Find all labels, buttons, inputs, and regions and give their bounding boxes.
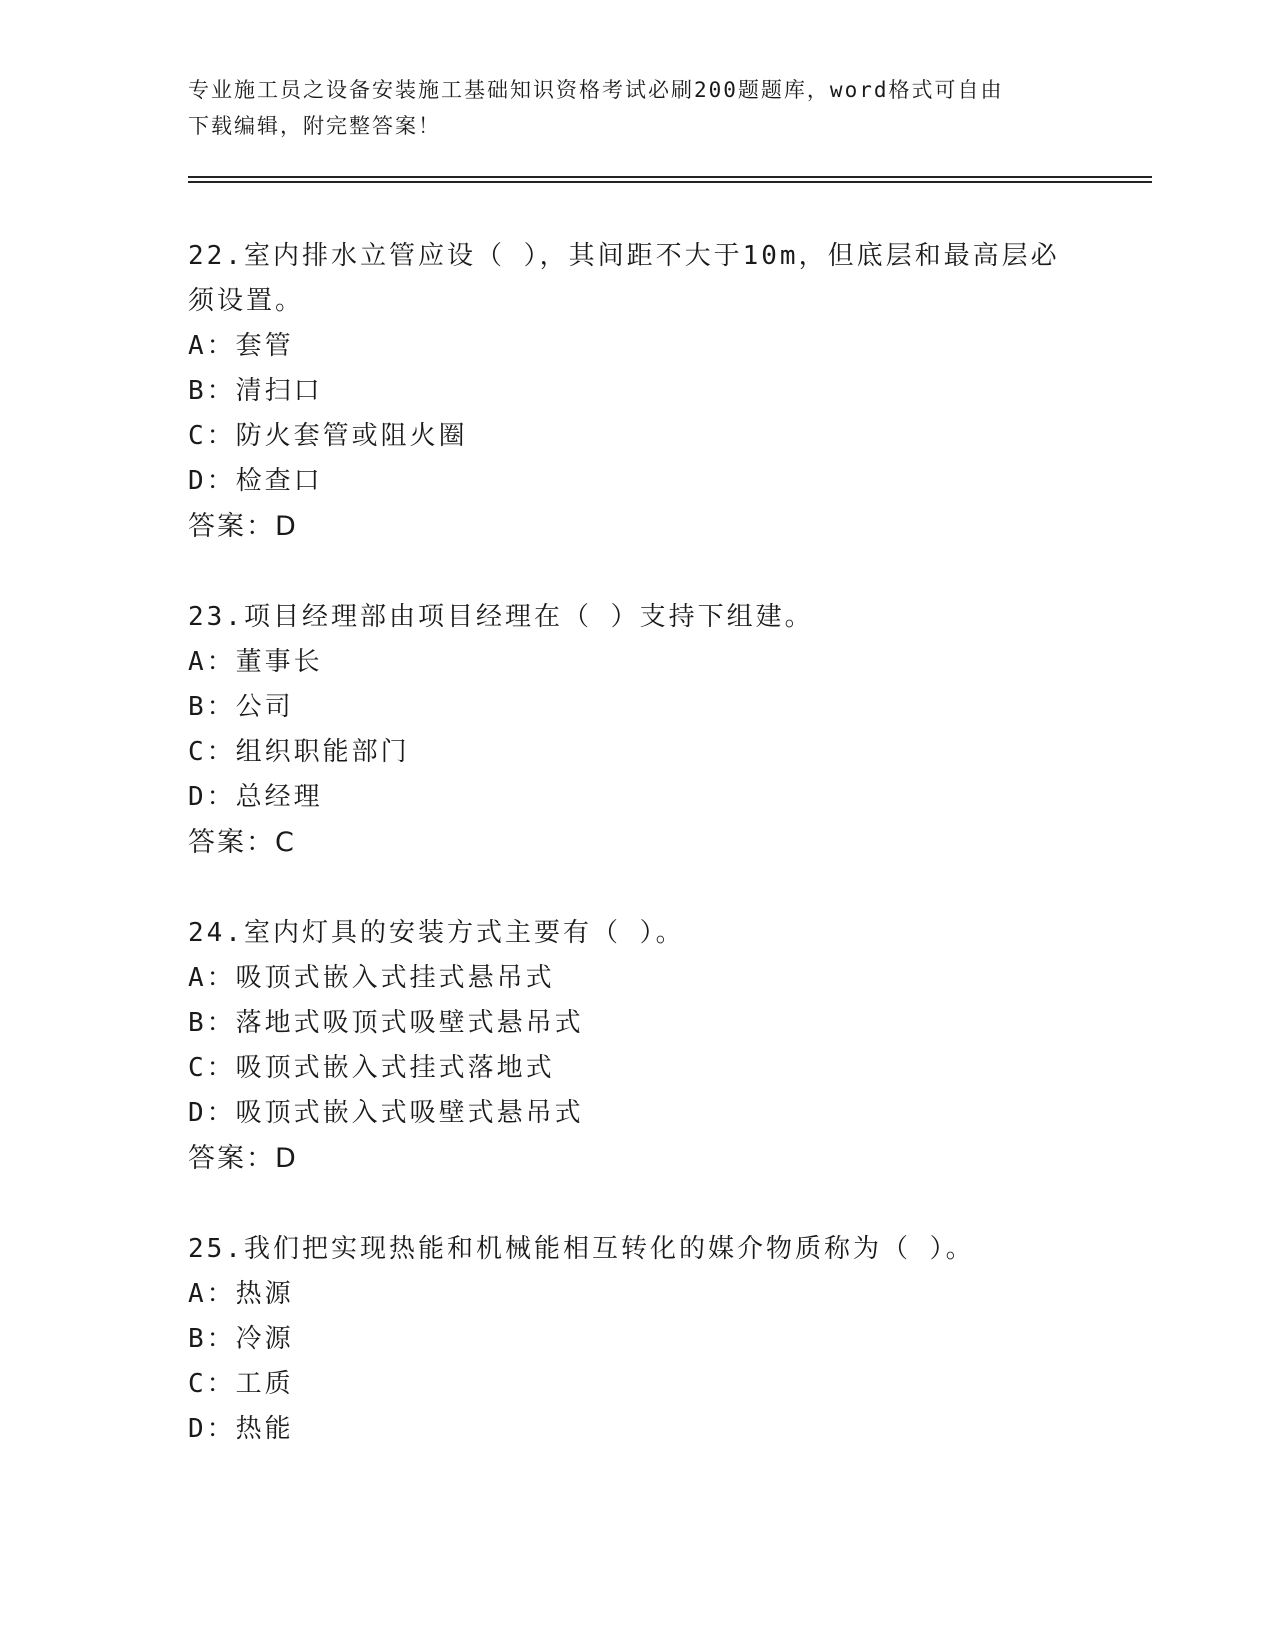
option-c: C：防火套管或阻火圈 <box>188 421 468 451</box>
document-header <box>188 72 1088 144</box>
option-c: C：组织职能部门 <box>188 737 410 767</box>
option-d: D：检查口 <box>188 466 323 496</box>
header-line-1: 专业施工员之设备安装施工基础知识资格考试必刷200题题库，word格式可自由 <box>188 78 1004 102</box>
option-c: C：吸顶式嵌入式挂式落地式 <box>188 1053 555 1083</box>
option-b: B：公司 <box>188 692 294 722</box>
answer: 答案：D <box>188 1143 298 1174</box>
question-stem: 25.我们把实现热能和机械能相互转化的媒介物质称为（ ）。 <box>188 1234 975 1264</box>
option-a: A：热源 <box>188 1279 294 1309</box>
question-list <box>188 234 1148 1497</box>
question-23 <box>188 595 1148 866</box>
option-b: B：清扫口 <box>188 376 323 406</box>
option-d: D：热能 <box>188 1414 294 1444</box>
question-stem: 22.室内排水立管应设（ ），其间距不大于10m，但底层和最高层必须设置。 <box>188 241 1060 316</box>
header-line-2: 下载编辑，附完整答案！ <box>188 114 441 138</box>
question-stem: 23.项目经理部由项目经理在（ ）支持下组建。 <box>188 602 814 632</box>
question-24 <box>188 911 1148 1182</box>
question-22 <box>188 234 1148 550</box>
option-b: B：冷源 <box>188 1324 294 1354</box>
answer: 答案：C <box>188 827 296 858</box>
option-a: A：吸顶式嵌入式挂式悬吊式 <box>188 963 555 993</box>
header-divider-top <box>188 176 1152 178</box>
question-stem: 24.室内灯具的安装方式主要有（ ）。 <box>188 918 685 948</box>
option-d: D：总经理 <box>188 782 323 812</box>
answer: 答案：D <box>188 511 298 542</box>
question-25 <box>188 1227 1148 1452</box>
option-c: C：工质 <box>188 1369 294 1399</box>
header-divider-bottom <box>188 181 1152 183</box>
option-a: A：套管 <box>188 331 294 361</box>
option-d: D：吸顶式嵌入式吸壁式悬吊式 <box>188 1098 584 1128</box>
option-b: B：落地式吸顶式吸壁式悬吊式 <box>188 1008 584 1038</box>
option-a: A：董事长 <box>188 647 323 677</box>
